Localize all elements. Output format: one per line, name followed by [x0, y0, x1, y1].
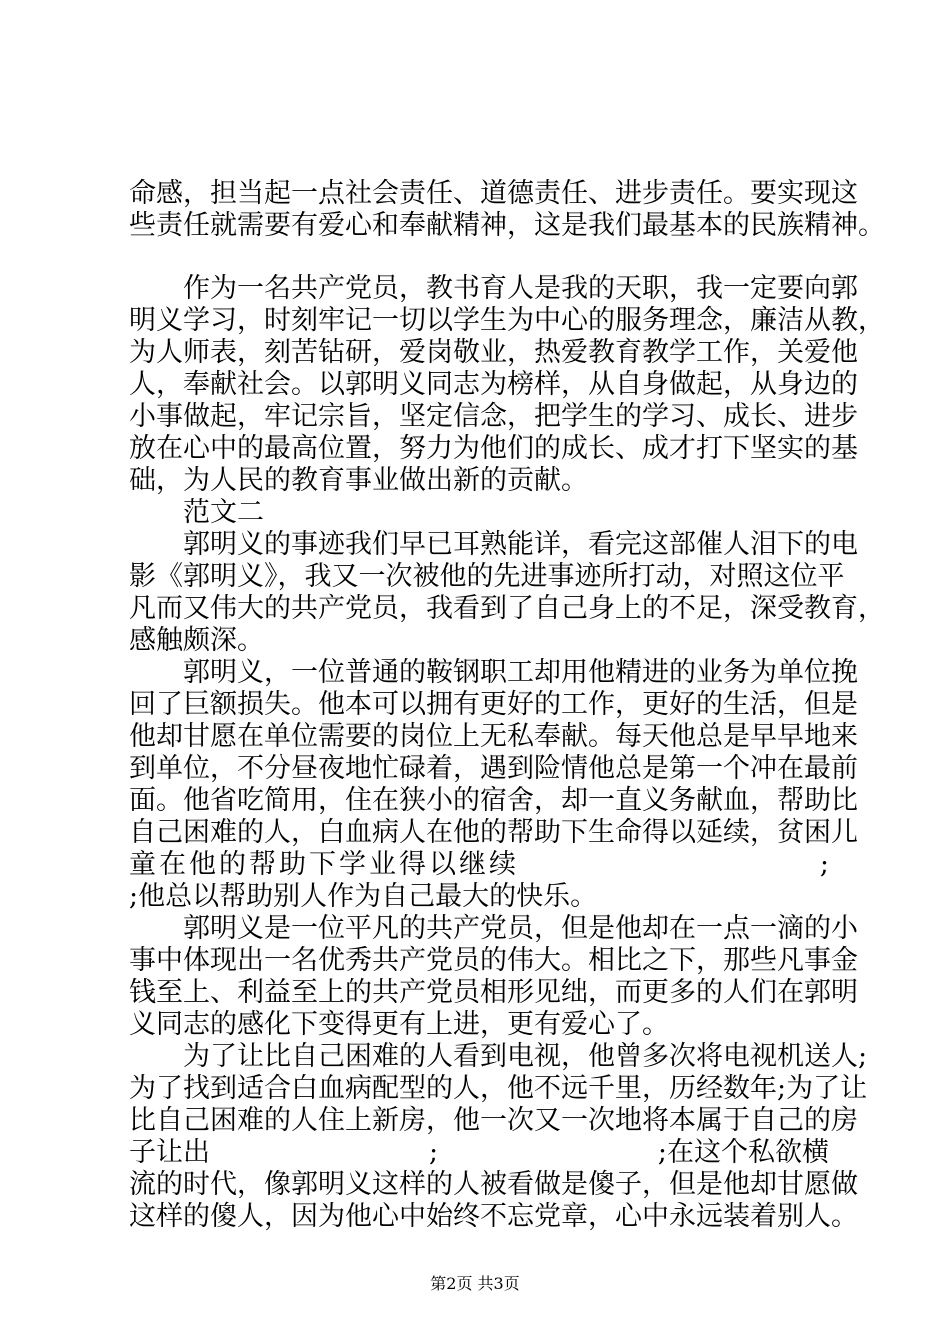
text-line: 放在心中的最高位置，努力为他们的成长、成才打下坚实的基: [129, 433, 858, 464]
text-line: 凡而又伟大的共产党员，我看到了自己身上的不足，深受教育，: [129, 593, 885, 624]
split-line-right: ;: [819, 849, 829, 880]
paragraph-first-line: 郭明义是一位平凡的共产党员，但是他却在一点一滴的小: [183, 913, 858, 944]
paragraph-first-line: 郭明义，一位普通的鞍钢职工却用他精进的业务为单位挽: [183, 657, 858, 688]
text-line: 感触颇深。: [129, 625, 264, 656]
split-line-left: 童在他的帮助下学业得以继续: [129, 849, 519, 880]
text-line: 明义学习，时刻牢记一切以学生为中心的服务理念，廉洁从教，: [129, 305, 885, 336]
text-line: 他却甘愿在单位需要的岗位上无私奉献。每天他总是早早地来: [129, 721, 858, 752]
text-line: 些责任就需要有爱心和奉献精神，这是我们最基本的民族精神。: [129, 210, 885, 241]
text-line: 义同志的感化下变得更有上进，更有爱心了。: [129, 1009, 669, 1040]
split-line-left: 子让出: [129, 1137, 210, 1168]
text-line: 流的时代，像郭明义这样的人被看做是傻子，但是他却甘愿做: [129, 1169, 858, 1200]
text-line: 钱至上、利益至上的共产党员相形见绌，而更多的人们在郭明: [129, 977, 858, 1008]
text-line: 为了找到适合白血病配型的人，他不远千里，历经数年;为了让: [129, 1073, 868, 1104]
section-heading: 范文二: [183, 497, 264, 528]
text-line: 础，为人民的教育事业做出新的贡献。: [129, 465, 588, 496]
paragraph-first-line: 作为一名共产党员，教书育人是我的天职，我一定要向郭: [183, 273, 858, 304]
text-line: 到单位，不分昼夜地忙碌着，遇到险情他总是第一个冲在最前: [129, 753, 858, 784]
split-text-line: [129, 1137, 829, 1169]
paragraph-first-line: 为了让比自己困难的人看到电视，他曾多次将电视机送人;: [183, 1041, 868, 1072]
paragraph-first-line: 郭明义的事迹我们早已耳熟能详，看完这部催人泪下的电: [183, 529, 858, 560]
text-line: 面。他省吃简用，住在狭小的宿舍，却一直义务献血，帮助比: [129, 785, 858, 816]
text-line: 人，奉献社会。以郭明义同志为榜样，从自身做起，从身边的: [129, 369, 858, 400]
page-number-footer: 第2页 共3页: [430, 1274, 520, 1293]
text-line: 事中体现出一名优秀共产党员的伟大。相比之下，那些凡事金: [129, 945, 858, 976]
split-line-middle: ;: [429, 1137, 439, 1168]
text-line: 小事做起，牢记宗旨，坚定信念，把学生的学习、成长、进步: [129, 401, 858, 432]
text-line: 这样的傻人，因为他心中始终不忘党章，心中永远装着别人。: [129, 1201, 858, 1232]
text-line: 影《郭明义》，我又一次被他的先进事迹所打动，对照这位平: [129, 561, 845, 592]
text-line: 为人师表，刻苦钻研，爱岗敬业，热爱教育教学工作，关爱他: [129, 337, 858, 368]
split-text-line: [129, 849, 829, 881]
text-line: 命感，担当起一点社会责任、道德责任、进步责任。要实现这: [129, 178, 858, 209]
text-line: 比自己困难的人住上新房，他一次又一次地将本属于自己的房: [129, 1105, 858, 1136]
text-line: ;他总以帮助别人作为自己最大的快乐。: [129, 881, 598, 912]
text-line: 自己困难的人，白血病人在他的帮助下生命得以延续，贫困儿: [129, 817, 858, 848]
split-line-right: ;在这个私欲横: [657, 1137, 829, 1168]
text-line: 回了巨额损失。他本可以拥有更好的工作，更好的生活，但是: [129, 689, 858, 720]
